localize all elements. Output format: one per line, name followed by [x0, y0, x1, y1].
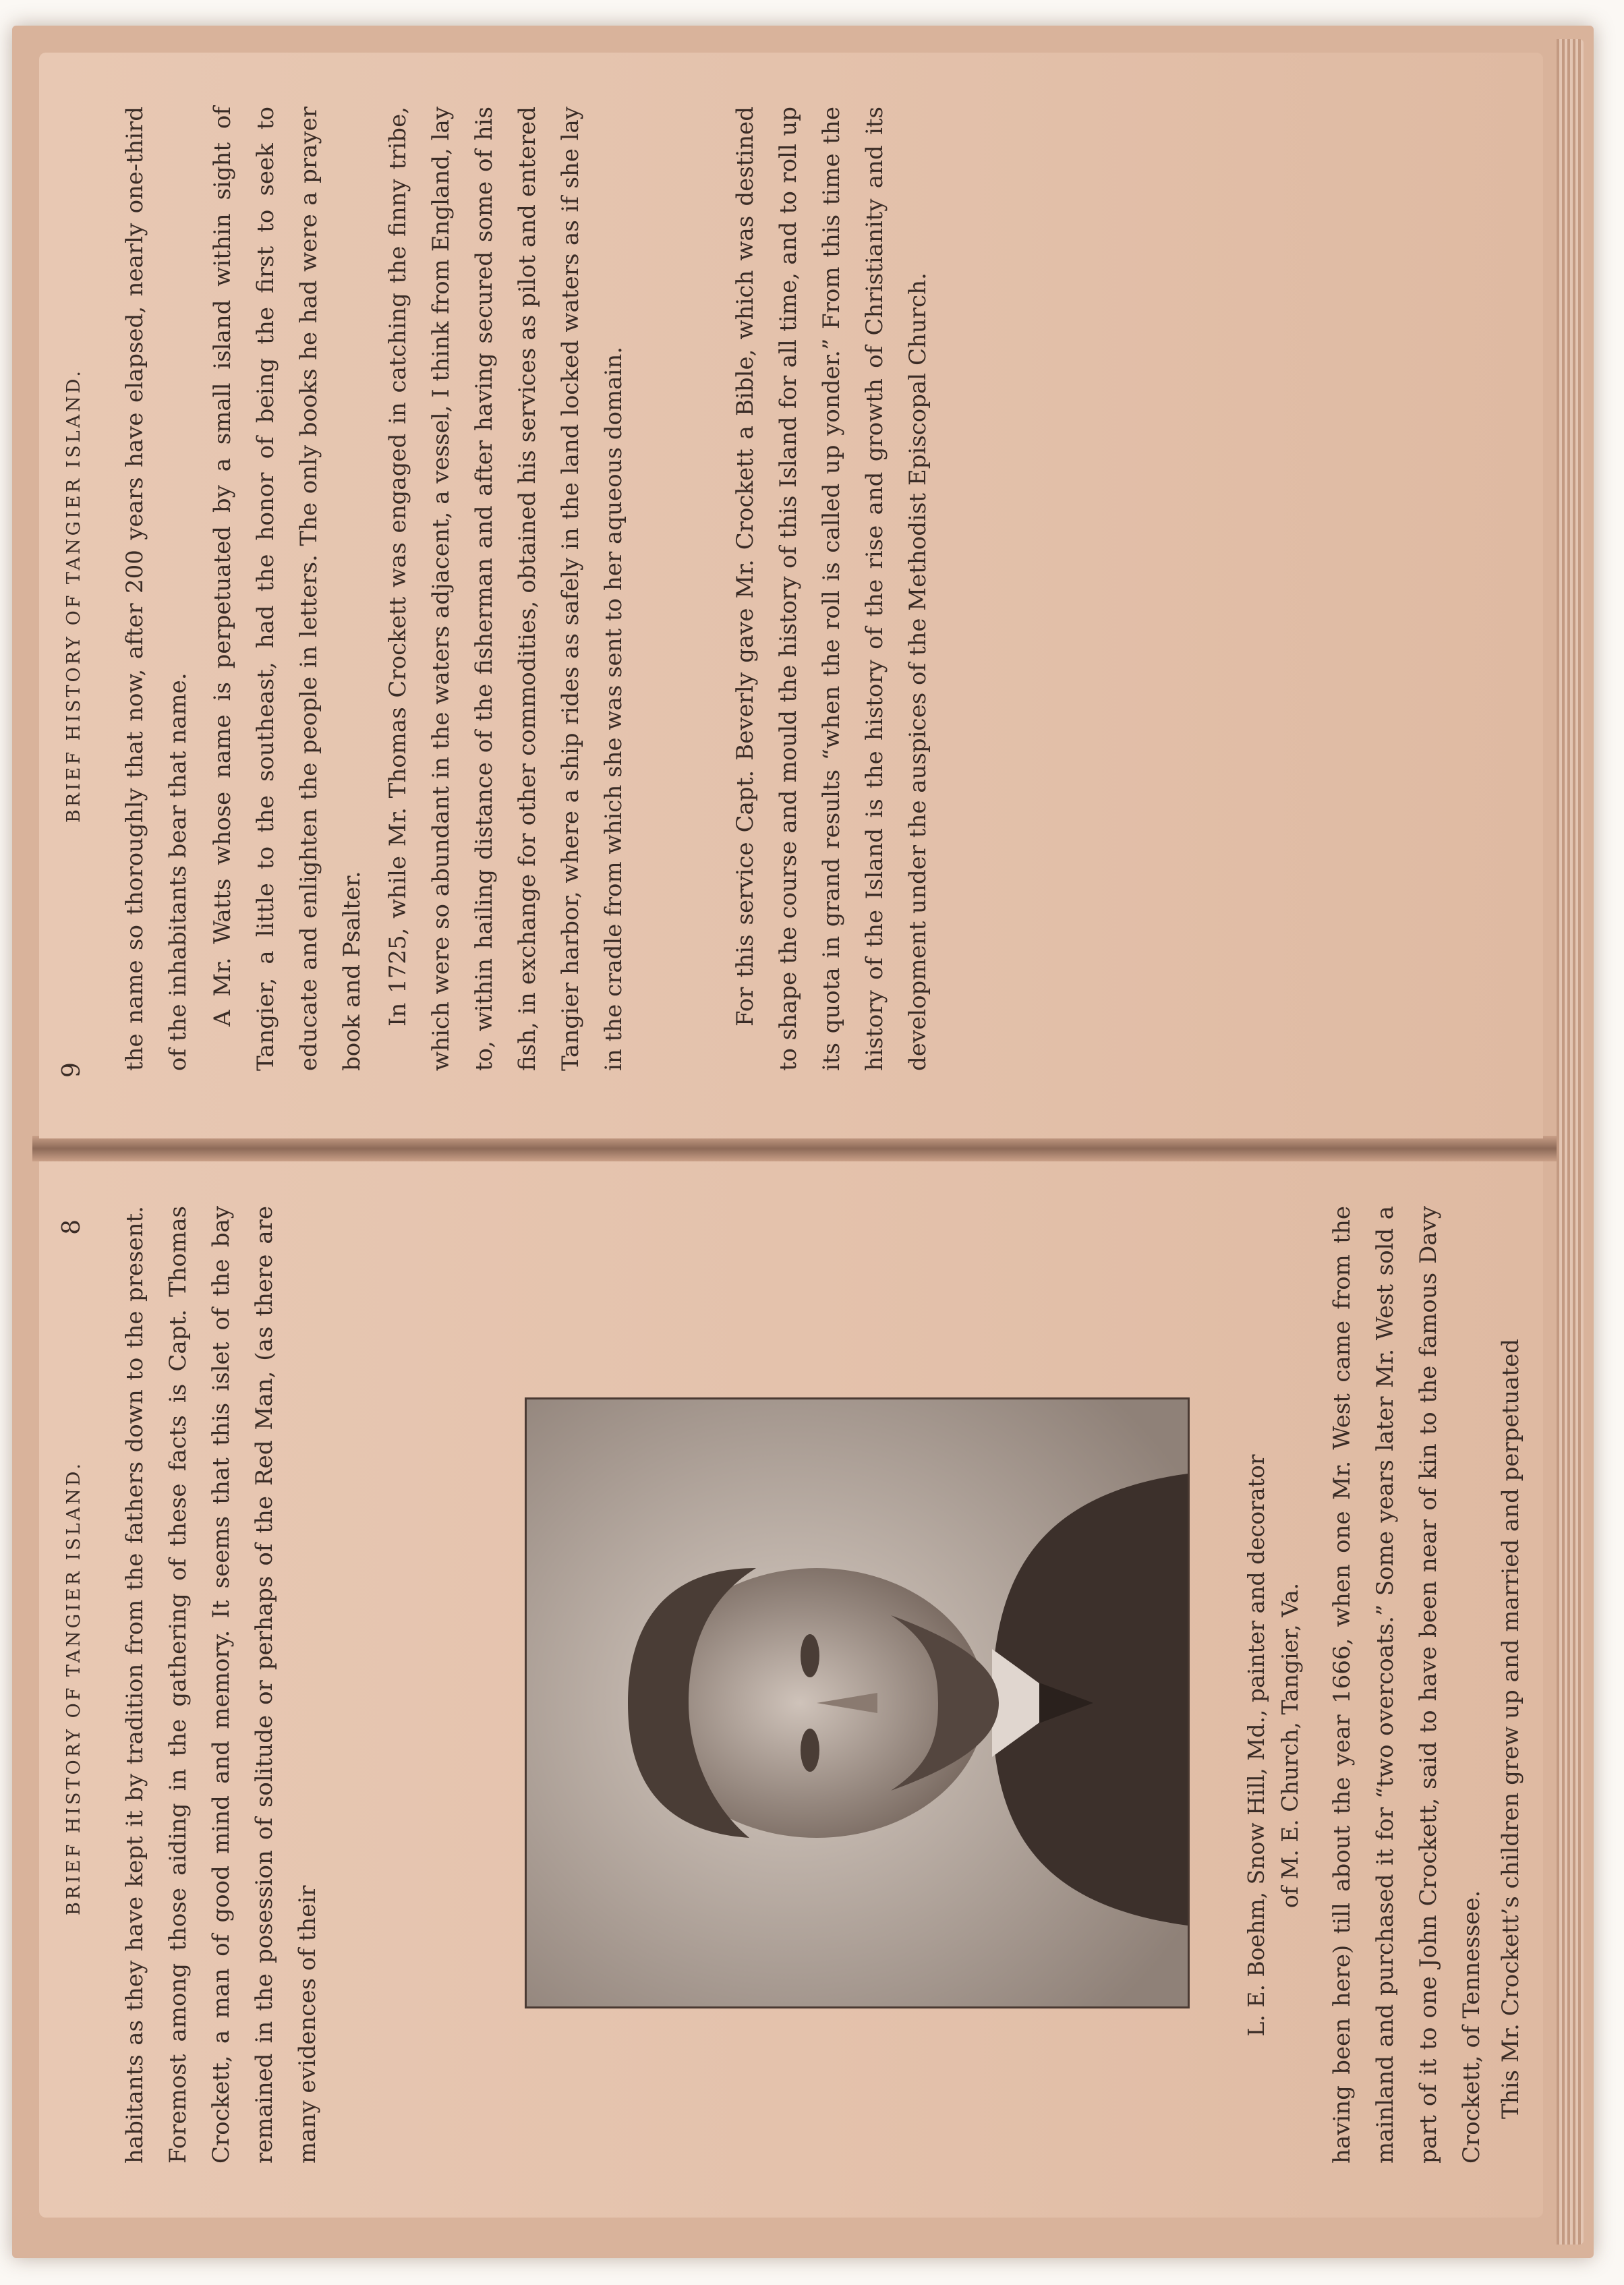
running-head-left: BRIEF HISTORY OF TANGIER ISLAND.: [63, 1460, 84, 1916]
portrait-illustration: [527, 1399, 1188, 2006]
right-paragraph-1: the name so thoroughly that now, after 200 years have elapsed, nearly one-third of the inhabitants bear that name.: [121, 107, 192, 1071]
book-body: [12, 26, 1594, 2258]
page-9: [39, 53, 1543, 1138]
running-head-right: BRIEF HISTORY OF TANGIER ISLAND.: [63, 368, 84, 823]
page-edges: [1557, 39, 1584, 2245]
page-8: [39, 1159, 1543, 2218]
right-paragraph-3: In 1725, while Mr. Thomas Crockett was engaged in catching the finny tribe, which were so abundant in the waters adjacent, a vessel, I think from England, lay to, within hailing distance of the fisherman and after having secured some of his fish, in exchange for other commodities, obtained his services as pilot and entered Tangier harbor, where a ship rides as safely in the land locked waters as if she lay in the cradle from which she was sent to her aqueous domain.: [384, 107, 627, 1071]
book-gutter: [32, 1136, 1557, 1161]
photo-caption-line-1: L. E. Boehm, Snow Hill, Md., painter and decorator: [1243, 1454, 1269, 2037]
page-number-right: 9: [58, 1062, 86, 1078]
left-paragraph-2: having been here) till about the year 1666, when one Mr. West came from the mainland and purchased it for “two overcoats.” Some years later Mr. West sold a part of it to one John Crockett, said to have been near of kin to the famous Davy Crockett, of Tennessee.: [1329, 1206, 1485, 2164]
page-number-left: 8: [58, 1219, 86, 1235]
right-paragraph-4: For this service Capt. Beverly gave Mr. Crockett a Bible, which was destined to shape the course and mould the history of this Island for all time, and to roll up its quota in grand results “when the roll is called up yonder.” From this time the history of the Island is the history of the rise and growth of Christianity and its development under the auspices of the Methodist Episcopal Church.: [732, 107, 931, 1071]
left-paragraph-3: This Mr. Crockett’s children grew up and married and perpetuated: [1497, 1338, 1524, 2119]
portrait-photo: [525, 1397, 1190, 2008]
right-paragraph-2: A Mr. Watts whose name is perpetuated by a small island within sight of Tangier, a little to the southeast, had the honor of being the first to seek to educate and enlighten the people in letters. The only books he had were a prayer book and Psalter.: [209, 107, 366, 1071]
left-paragraph-1: habitants as they have kept it by tradition from the fathers down to the present. Foremost among those aiding in the gathering of these facts is Capt. Thomas Crockett, a man of good mind and memory. It seems that this islet of the bay remained in the posession of solitude or perhaps of the Red Man, (as there are many evidences of their: [121, 1206, 321, 2164]
photo-caption: [1240, 1408, 1307, 2083]
photo-caption-line-2: of M. E. Church, Tangier, Va.: [1277, 1582, 1303, 1909]
